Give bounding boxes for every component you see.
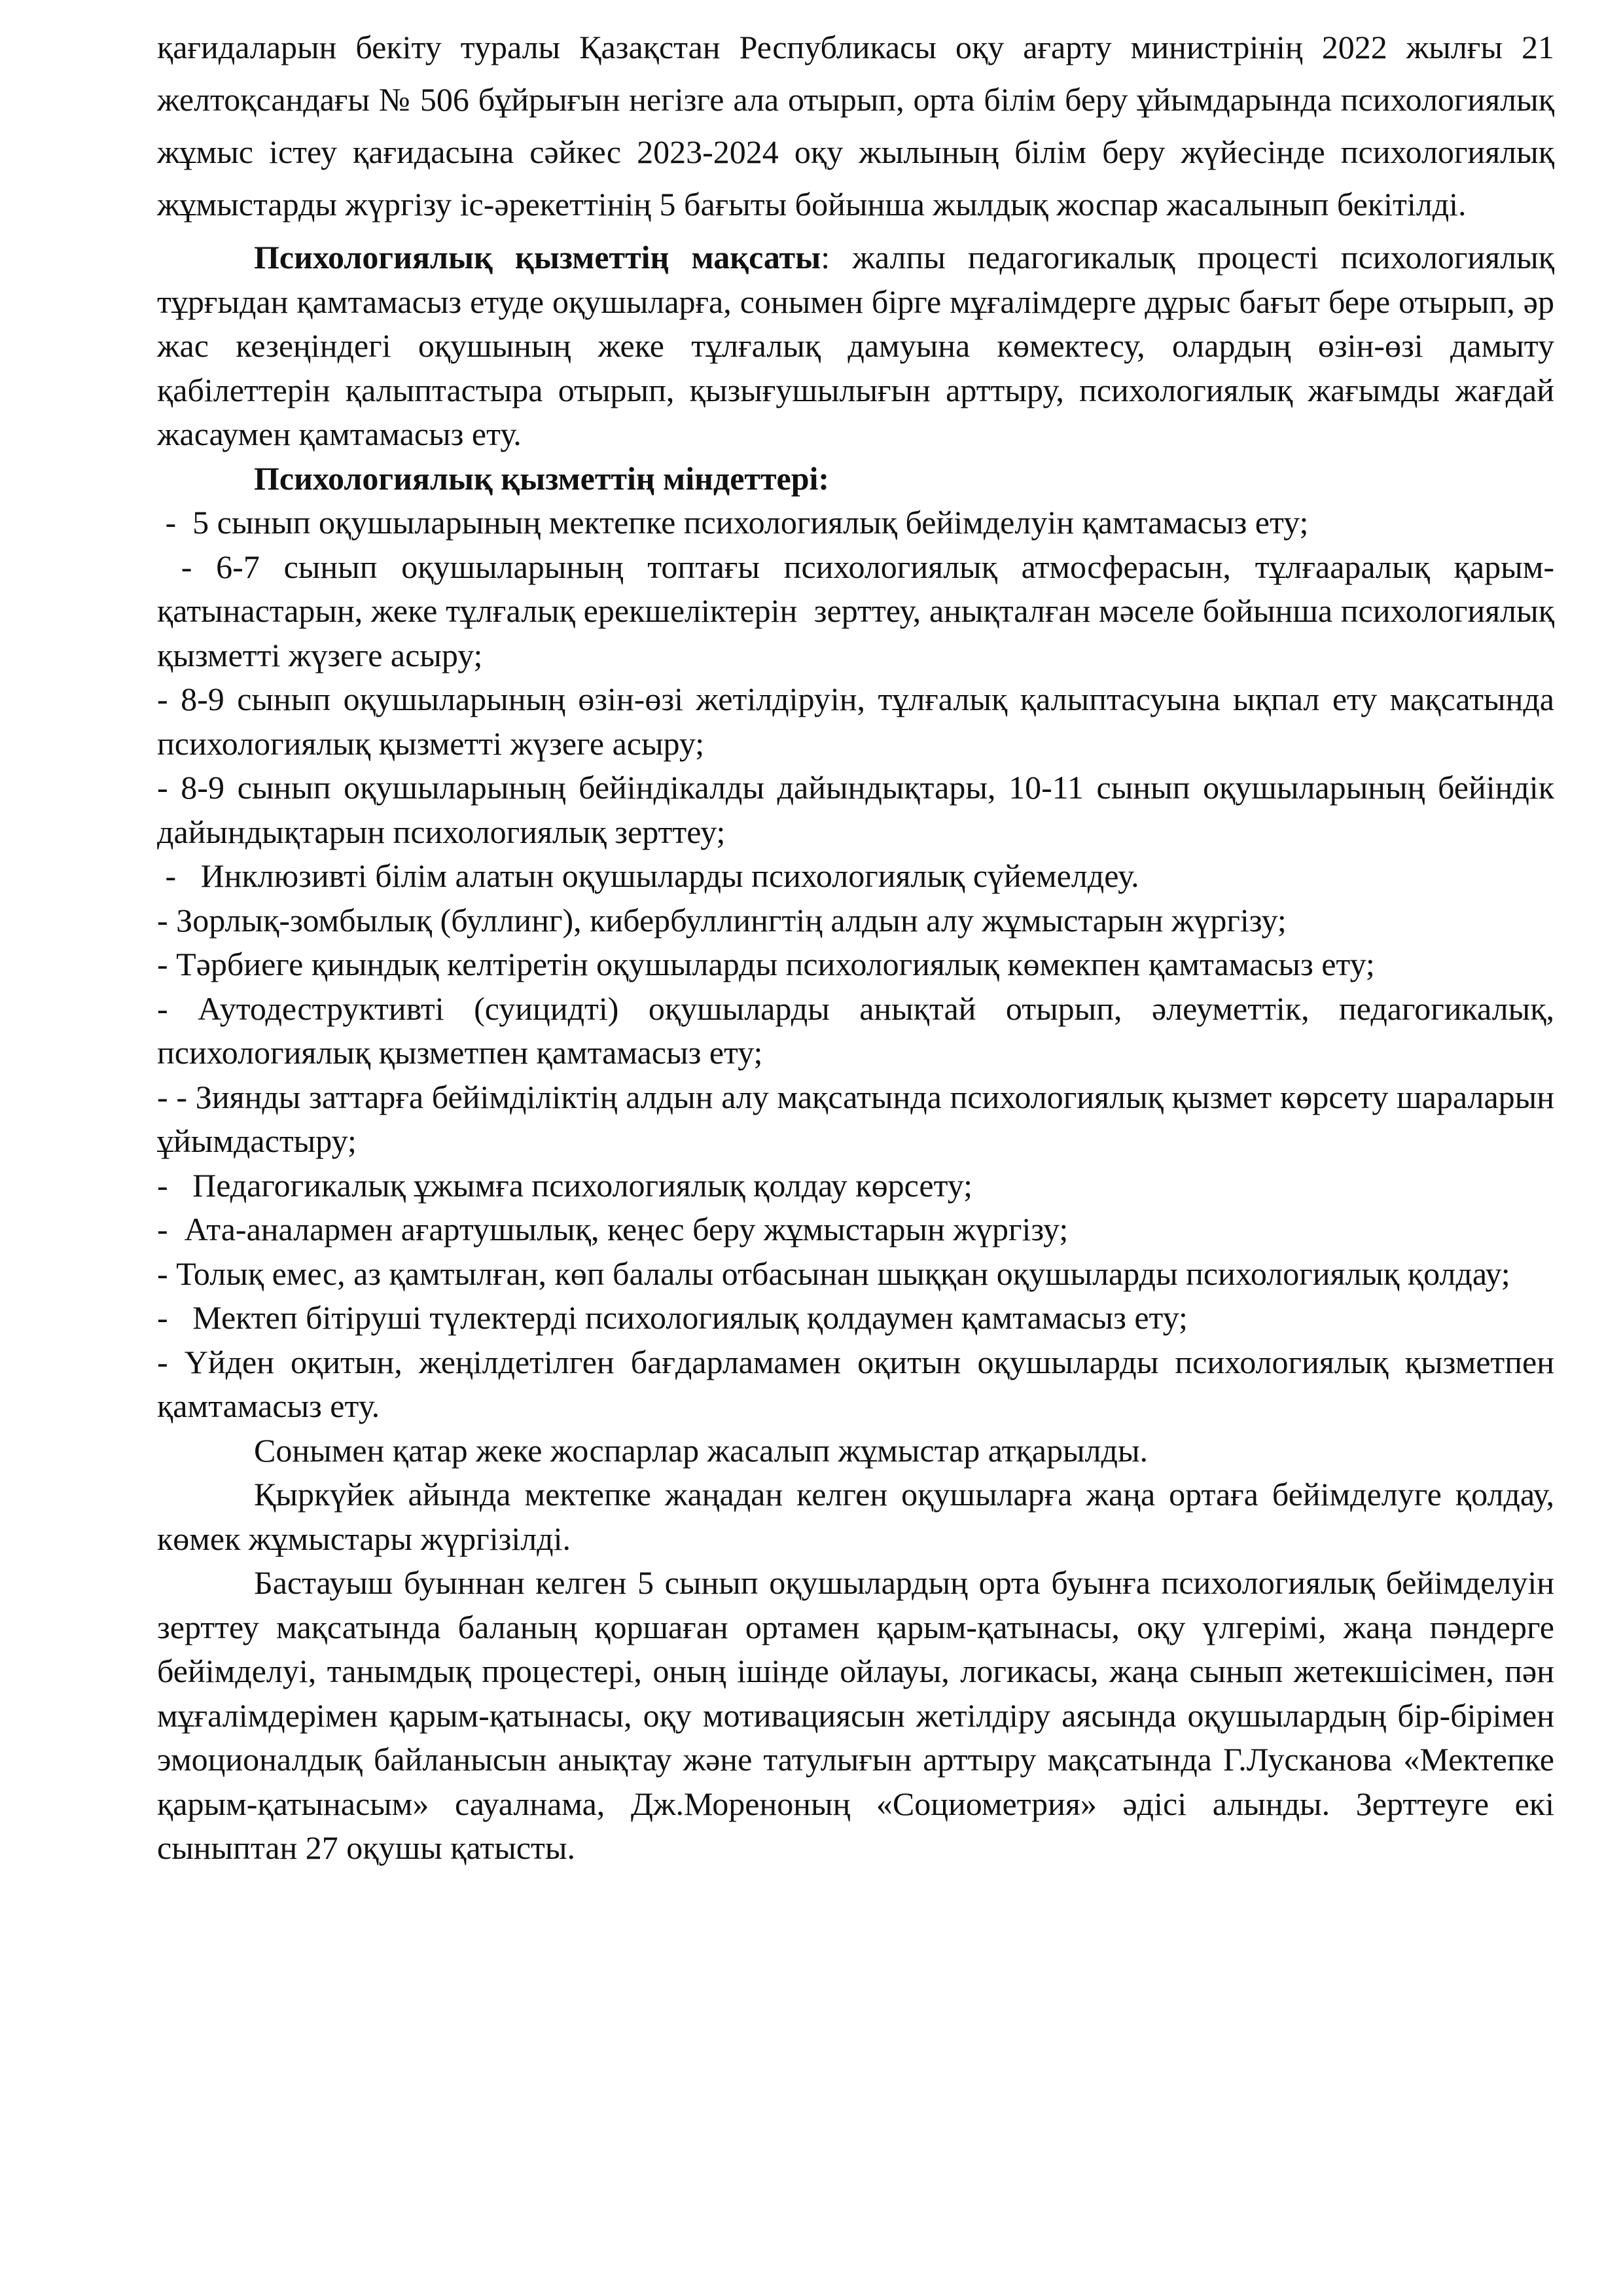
goal-heading: Психологиялық қызметтің мақсаты [254, 239, 821, 276]
list-item: - 5 сынып оқушыларының мектепке психологиялық бейімделуін қамтамасыз ету; [157, 504, 1309, 541]
list-item: - Аутодеструктивті (суицидті) оқушыларды анықтай отырып, әлеуметтік, педагогикалық, психологиялық қызметпен қамтамасыз ету; [157, 990, 1554, 1071]
body-paragraph: Қыркүйек айында мектепке жаңадан келген оқушыларға жаңа ортаға бейімделуге қолдау, көмек жұмыстары жүргізілді. [157, 1476, 1554, 1557]
body-paragraph: Сонымен қатар жеке жоспарлар жасалып жұмыстар атқарылды. [254, 1431, 1149, 1469]
list-item: - 8-9 сынып оқушыларының бейіндікалды дайындықтары, 10-11 сынып оқушыларының бейіндік дайындықтарын психологиялық зерттеу; [157, 769, 1554, 850]
goal-paragraph [157, 236, 1554, 457]
tasks-list [157, 501, 1563, 1429]
list-item: - Мектеп бітіруші түлектерді психологиялық қолдаумен қамтамасыз ету; [157, 1299, 1188, 1336]
body-paragraph: Бастауыш буыннан келген 5 сынып оқушылардың орта буынға психологиялық бейімделуін зерттеу мақсатында баланың қоршаған ортамен қарым-қатынасы, оқу үлгерімі, жаңа пәндерге бейімделуі, танымдық процестері, оның ішінде ойлауы, логикасы, жаңа сынып жетекшісімен, пән мұғалімдерімен қарым-қатынасы, оқу мотивациясын жетілдіру аясында оқушылардың бір-бірімен эмоционалдық байланысын анықтау және татулығын арттыру мақсатында Г.Лусканова «Мектепке қарым-қатынасым» сауалнама, Дж.Мореноның «Социометрия» әдісі алынды. Зерттеуге екі сыныптан 27 оқушы қатысты. [157, 1564, 1554, 1866]
tasks-heading-line [157, 457, 1554, 501]
list-item: - Зорлық-зомбылық (буллинг), кибербуллингтің алдын алу жұмыстарын жүргізу; [157, 901, 1287, 939]
list-item: - Үйден оқитын, жеңілдетілген бағдарламамен оқитын оқушыларды психологиялық қызметпен қамтамасыз ету. [157, 1343, 1554, 1424]
goal-text: : жалпы педагогикалық процесті психологиялық тұрғыдан қамтамасыз етуде оқушыларға, сонымен бірге мұғалімдерге дұрыс бағыт бере отырып, әр жас кезеңіндегі оқушының жеке тұлғалық дамуына көмектесу, олардың өзін-өзі дамыту қабілеттерін қалыптастыра отырып, қызығушылығын арттыру, психологиялық жағымды жағдай жасаумен қамтамасыз ету. [157, 239, 1554, 452]
list-item: - Инклюзивті білім алатын оқушыларды психологиялық сүйемелдеу. [157, 857, 1139, 894]
list-item: - 8-9 сынып оқушыларының өзін-өзі жетілдіруін, тұлғалық қалыптасуына ықпал ету мақсатында психологиялық қызметті жүзеге асыру; [157, 681, 1554, 762]
list-item: - Ата-аналармен ағартушылық, кеңес беру жұмыстарын жүргізу; [157, 1211, 1069, 1247]
list-item: - Толық емес, аз қамтылған, көп балалы отбасынан шыққан оқушыларды психологиялық қолдау; [157, 1255, 1510, 1292]
list-item: - 6-7 сынып оқушыларының топтағы психологиялық атмосферасын, тұлғааралық қарым-қатынастарын, жеке тұлғалық ерекшеліктерін зерттеу, анықталған мәселе бойынша психологиялық қызметті жүзеге асыру; [157, 548, 1563, 673]
document-page [157, 21, 1563, 1871]
list-item: - Педагогикалық ұжымға психологиялық қолдау көрсету; [157, 1166, 973, 1204]
list-item: - Тәрбиеге қиындық келтіретін оқушыларды психологиялық көмекпен қамтамасыз ету; [157, 946, 1375, 982]
list-item: - - Зиянды заттарға бейімділіктің алдын алу мақсатында психологиялық қызмет көрсету шараларын ұйымдастыру; [157, 1078, 1554, 1159]
tasks-heading: Психологиялық қызметтің міндеттері: [254, 459, 830, 497]
intro-paragraph: қағидаларын бекіту туралы Қазақстан Республикасы оқу ағарту министрінің 2022 жылғы 21 желтоқсандағы № 506 бұйрығын негізге ала отырып, орта білім беру ұйымдарында психологиялық жұмыс істеу қағидасына сәйкес 2023-2024 оқу жылының білім беру жүйесінде психологиялық жұмыстарды жүргізу іс-әрекеттінің 5 бағыты бойынша жылдық жоспар жасалынып бекітілді. [157, 29, 1554, 223]
